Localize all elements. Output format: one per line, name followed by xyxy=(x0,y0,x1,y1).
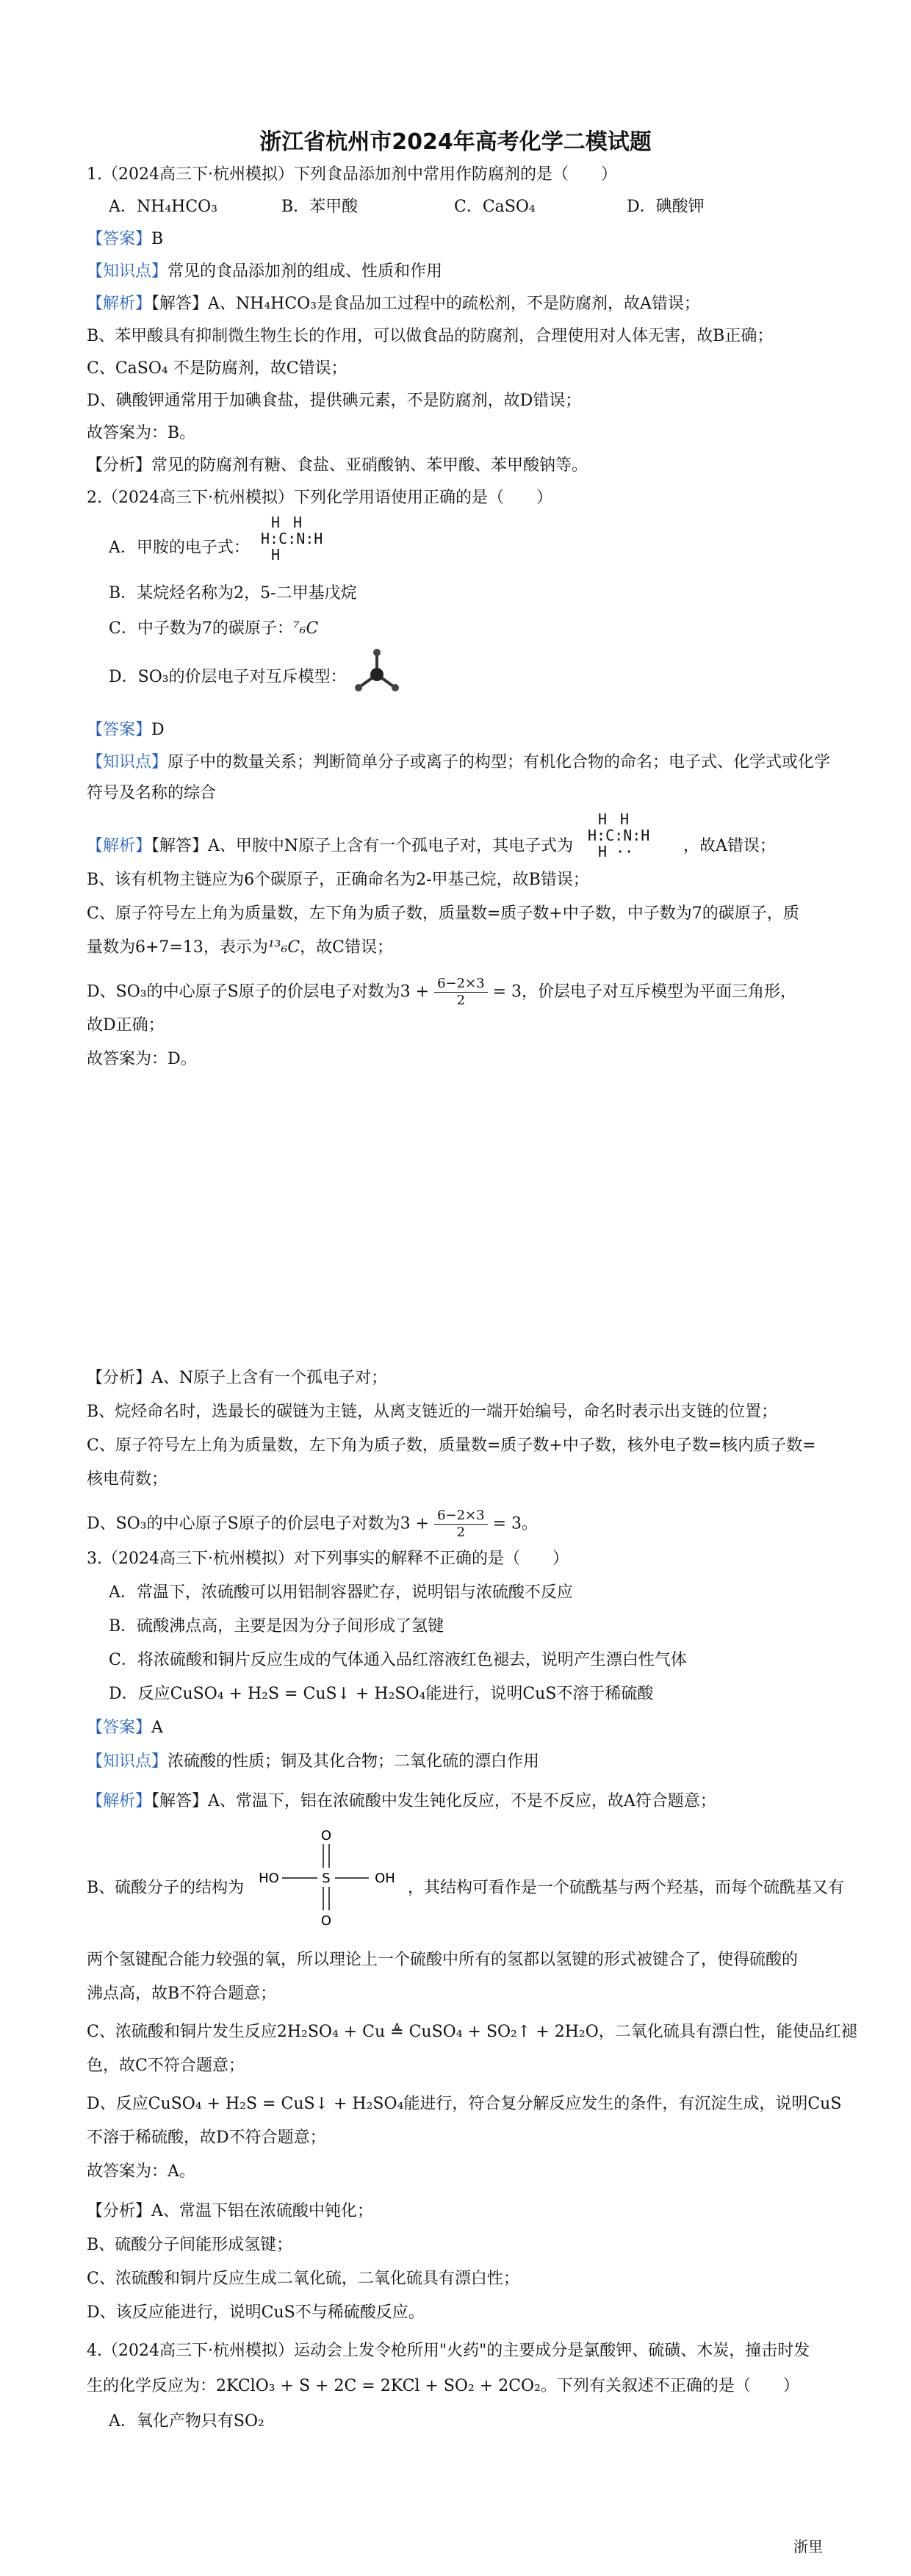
q2-option-a-text: A．甲胺的电子式： xyxy=(109,539,250,557)
lewis-h-bottom: H xyxy=(598,843,608,860)
q4-option-a: A．氧化产物只有SO₂ xyxy=(109,2412,264,2431)
sulfuric-o-top: O xyxy=(320,1828,332,1843)
q2-analysis-1: B、该有机物主链应为6个碳原子，正确命名为2-甲基己烷，故B错误； xyxy=(87,871,589,889)
q3-analysis-0 xyxy=(87,1790,836,1813)
q2-analysis-text-0: 【解答】A、甲胺中N原子上含有一个孤电子对，其电子式为 xyxy=(151,837,574,855)
q3-knowledge-point xyxy=(87,1750,836,1774)
trigonal-planar-model-icon xyxy=(351,647,403,698)
q3-analysis-7: 不溶于稀硫酸，故D不符合题意； xyxy=(87,2129,326,2147)
fraction-numerator: 6−2×3 xyxy=(434,976,488,993)
q2-analysis-3 xyxy=(87,936,836,960)
q3-summary-0: 【分析】A、常温下铝在浓硫酸中钝化； xyxy=(87,2202,373,2220)
q2-analysis-2: C、原子符号左上角为质量数，左下角为质子数，质量数=质子数+中子数，中子数为7的碳原子，质 xyxy=(87,904,799,923)
q4-stem-1: 生的化学反应为：2KClO₃ + S + 2C = 2KCl + SO₂ + 2CO₂。下列有关叙述不正确的是（ ） xyxy=(87,2377,799,2395)
lewis-h-top-2: H xyxy=(293,514,316,531)
q2-analysis-6: 故答案为：D。 xyxy=(87,1050,197,1068)
q2-summary-4 xyxy=(87,1508,836,1541)
q1-analysis-3: D、碘酸钾通常用于加碘食盐，提供碘元素，不是防腐剂，故D错误； xyxy=(87,392,582,410)
lewis-h-right: H xyxy=(641,827,650,844)
sulfuric-ho: HO xyxy=(259,1871,279,1886)
q3-option-c: C．将浓硫酸和铜片反应生成的气体通入品红溶液红色褪去，说明产生漂白性气体 xyxy=(109,1651,687,1669)
sulfuric-s: S xyxy=(322,1871,331,1886)
q1-analysis-2: C、CaSO₄ 不是防腐剂，故C错误； xyxy=(87,359,348,378)
fraction-numerator: 6−2×3 xyxy=(434,1508,488,1525)
q3-analysis-text-0: 【解答】A、常温下，铝在浓硫酸中发生钝化反应，不是不反应，故A符合题意； xyxy=(151,1792,716,1810)
q2-answer-value: D xyxy=(151,721,165,739)
q3-analysis-4: C、浓硫酸和铜片发生反应2H₂SO₄ + Cu ≜ CuSO₄ + SO₂↑ + 2H₂O，二氧化硫具有漂白性，能使品红褪 xyxy=(87,2023,857,2041)
q3-analysis-1-tail: ，其结构可看作是一个硫酰基与两个羟基，而每个硫酰基又有 xyxy=(408,1879,845,1897)
q2-answer xyxy=(87,719,836,742)
q2-summary-1: B、烷烃命名时，选最长的碳链为主链，从离支链近的一端开始编号，命名时表示出支链的位置； xyxy=(87,1403,778,1421)
q2-analysis-text-5: ，故C错误； xyxy=(300,938,393,957)
kp-tag: 【知识点】 xyxy=(87,1752,168,1771)
q1-option-c: C．CaSO₄ xyxy=(454,198,536,216)
methylamine-lewis-structure-analysis: HH H:C:N:H H ·· xyxy=(588,810,650,860)
q2-analysis-4 xyxy=(87,976,836,1009)
sulfuric-oh: OH xyxy=(375,1871,395,1886)
q3-summary-1: B、硫酸分子间能形成氢键； xyxy=(87,2236,293,2254)
methylamine-lewis-structure-a: HH H:C:N:H H xyxy=(261,514,323,564)
q3-answer xyxy=(87,1716,836,1740)
q2-analysis-text-6: D、SO₃的中心原子S原子的价层电子对数为3 + xyxy=(87,982,430,1001)
q3-answer-value: A xyxy=(151,1719,163,1737)
sulfuric-o-bottom: O xyxy=(320,1913,332,1929)
lewis-h-left: H xyxy=(588,827,597,844)
lewis-h-bottom: H xyxy=(271,546,281,564)
page-footer: 浙里 xyxy=(793,2538,823,2555)
lewis-h-top-2: H xyxy=(620,810,643,828)
page-title: 浙江省杭州市2024年高考化学二模试题 xyxy=(259,129,652,155)
q2-summary-0: 【分析】A、N原子上含有一个孤电子对； xyxy=(87,1369,388,1387)
q1-kp-text: 常见的食品添加剂的组成、性质和作用 xyxy=(168,262,443,281)
q1-analysis-1: B、苯甲酸具有抑制微生物生长的作用，可以做食品的防腐剂，合理使用对人体无害，故B正确； xyxy=(87,327,774,345)
lewis-c: C xyxy=(278,530,288,547)
answer-tag: 【答案】 xyxy=(87,1719,152,1737)
lewis-lone-pair: ·· xyxy=(616,843,634,860)
q2-option-c-symbol: ⁷₆C xyxy=(292,619,319,638)
lewis-h-right: H xyxy=(314,530,323,547)
q1-knowledge-point xyxy=(87,260,836,284)
fraction xyxy=(434,976,488,1009)
q2-analysis-text-4: 量数为6+7=13，表示为 xyxy=(87,938,268,957)
q2-kp-text-0: 原子中的数量关系；判断简单分子或离子的构型；有机化合物的命名；电子式、化学式或化学 xyxy=(168,753,831,771)
q1-stem: 1.（2024高三下·杭州模拟）下列食品添加剂中常用作防腐剂的是（ ） xyxy=(87,165,617,184)
q1-analysis-4: 故答案为：B。 xyxy=(87,424,196,442)
q3-option-b: B．硫酸沸点高，主要是因为分子间形成了氢键 xyxy=(109,1617,444,1636)
q2-stem: 2.（2024高三下·杭州模拟）下列化学用语使用正确的是（ ） xyxy=(87,489,552,507)
q3-analysis-5: 色，故C不符合题意； xyxy=(87,2057,245,2075)
answer-tag: 【答案】 xyxy=(87,230,152,248)
q1-analysis-0 xyxy=(87,292,836,316)
q2-option-c xyxy=(109,617,858,641)
q2-analysis-text-7: = 3，价层电子对互斥模型为平面三角形， xyxy=(492,982,797,1001)
lewis-h-top-1: H xyxy=(598,810,621,828)
q4-stem-0: 4.（2024高三下·杭州模拟）运动会上发令枪所用"火药"的主要成分是氯酸钾、硫磺、木炭，撞击时发 xyxy=(87,2342,810,2360)
q2-summary-2: C、原子符号左上角为质量数，左下角为质子数，质量数=质子数+中子数，核外电子数=核内质子数= xyxy=(87,1436,816,1455)
q2-analysis-0-tail: ，故A错误； xyxy=(683,837,776,855)
q1-option-d: D．碘酸钾 xyxy=(627,198,705,216)
q3-summary-2: C、浓硫酸和铜片反应生成二氧化硫，二氧化硫具有漂白性； xyxy=(87,2270,519,2288)
q1-options xyxy=(109,195,858,219)
lewis-n: N xyxy=(296,530,306,547)
fraction-denominator: 2 xyxy=(456,1525,466,1540)
q2-option-c-text: C．中子数为7的碳原子： xyxy=(109,619,293,638)
q2-summary-3: 核电荷数； xyxy=(87,1470,168,1489)
q1-analysis-text: 【解答】A、NH₄HCO₃是食品加工过程中的疏松剂，不是防腐剂，故A错误； xyxy=(151,295,700,313)
q1-answer xyxy=(87,228,836,251)
q2-option-b: B．某烷烃名称为2，5-二甲基戊烷 xyxy=(109,584,357,602)
answer-tag: 【答案】 xyxy=(87,721,152,739)
q3-analysis-8: 故答案为：A。 xyxy=(87,2162,195,2181)
analysis-tag: 【解析】 xyxy=(87,837,152,855)
fraction xyxy=(434,1508,488,1541)
q2-option-a xyxy=(109,536,858,560)
q3-option-a: A．常温下，浓硫酸可以用铝制容器贮存，说明铝与浓硫酸不反应 xyxy=(109,1583,573,1602)
q1-option-a: A．NH₄HCO₃ xyxy=(109,198,218,216)
q1-option-b: B．苯甲酸 xyxy=(281,198,359,216)
q1-summary: 【分析】常见的防腐剂有糖、食盐、亚硝酸钠、苯甲酸、苯甲酸钠等。 xyxy=(87,456,588,475)
q2-knowledge-point-1: 符号及名称的综合 xyxy=(87,784,217,802)
q3-kp-text: 浓硫酸的性质；铜及其化合物；二氧化硫的漂白作用 xyxy=(168,1752,540,1771)
q3-analysis-3: 沸点高，故B不符合题意； xyxy=(87,1985,277,2003)
q2-knowledge-point-0 xyxy=(87,751,836,774)
q3-analysis-2: 两个氢键配合能力较强的氧，所以理论上一个硫酸中所有的氢都以氢键的形式被键合了，使得硫酸的 xyxy=(87,1951,799,1969)
q2-option-d: D．SO₃的价层电子对互斥模型： xyxy=(109,668,347,686)
q3-option-d: D．反应CuSO₄ + H₂S = CuS↓ + H₂SO₄能进行，说明CuS不溶于稀硫酸 xyxy=(109,1685,654,1703)
fraction-denominator: 2 xyxy=(456,993,466,1008)
analysis-tag: 【解析】 xyxy=(87,1792,152,1810)
lewis-n: N xyxy=(623,827,633,844)
kp-tag: 【知识点】 xyxy=(87,753,168,771)
lewis-h-left: H xyxy=(261,530,270,547)
lewis-c: C xyxy=(605,827,615,844)
q2-summary-text-4: D、SO₃的中心原子S原子的价层电子对数为3 + xyxy=(87,1514,430,1533)
q3-analysis-1: B、硫酸分子的结构为 xyxy=(87,1879,245,1897)
q3-summary-3: D、该反应能进行，说明CuS不与稀硫酸反应。 xyxy=(87,2303,425,2322)
c13-symbol: ¹³₆C xyxy=(267,938,300,957)
q3-analysis-6: D、反应CuSO₄ + H₂S = CuS↓ + H₂SO₄能进行，符合复分解反应发生的条件，有沉淀生成，说明CuS xyxy=(87,2095,842,2113)
q1-answer-value: B xyxy=(151,230,164,248)
sulfuric-acid-structure xyxy=(253,1825,400,1935)
q2-summary-text-5: = 3。 xyxy=(492,1514,539,1533)
q2-analysis-5: 故D正确； xyxy=(87,1016,165,1035)
lewis-h-top-1: H xyxy=(271,514,294,531)
q3-stem: 3.（2024高三下·杭州模拟）对下列事实的解释不正确的是（ ） xyxy=(87,1550,569,1568)
kp-tag: 【知识点】 xyxy=(87,262,168,281)
analysis-tag: 【解析】 xyxy=(87,295,152,313)
